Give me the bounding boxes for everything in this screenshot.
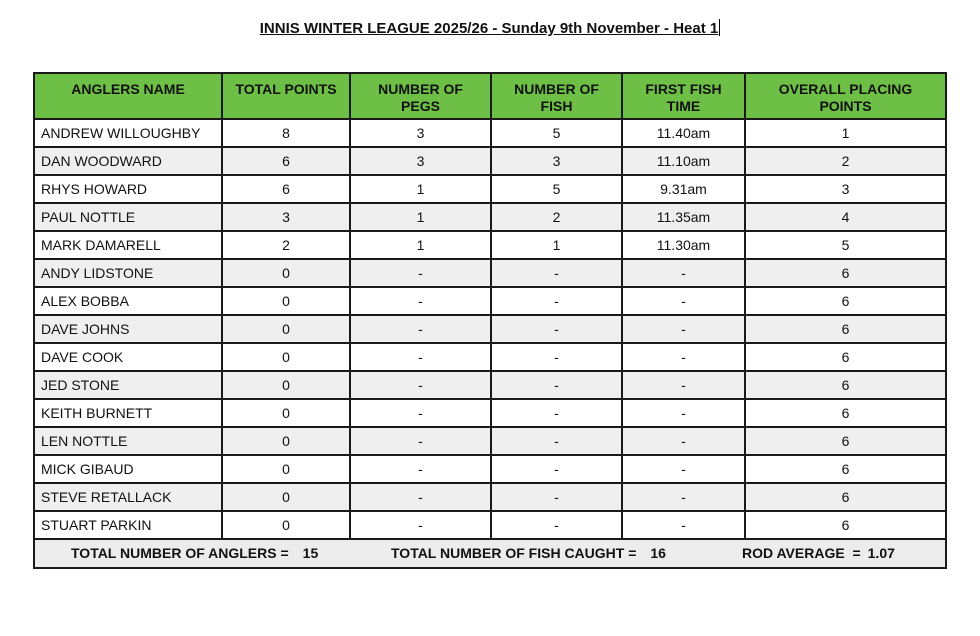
- results-table: [33, 72, 947, 569]
- cell-total-points: 3: [222, 203, 350, 231]
- cell-first-fish-time: 11.40am: [622, 119, 745, 147]
- cell-angler-name: DAVE COOK: [34, 343, 222, 371]
- cell-fish: -: [491, 399, 622, 427]
- cell-first-fish-time: 11.35am: [622, 203, 745, 231]
- cell-pegs: -: [350, 483, 491, 511]
- total-anglers-value: 15: [302, 545, 319, 561]
- document-title[interactable]: [0, 19, 980, 37]
- cell-first-fish-time: -: [622, 399, 745, 427]
- cell-pegs: -: [350, 315, 491, 343]
- cell-angler-name: JED STONE: [34, 371, 222, 399]
- cell-fish: 5: [491, 119, 622, 147]
- cell-fish: -: [491, 427, 622, 455]
- cell-pegs: 1: [350, 203, 491, 231]
- cell-placing-points: 6: [745, 259, 946, 287]
- cell-placing-points: 6: [745, 455, 946, 483]
- cell-first-fish-time: -: [622, 511, 745, 539]
- table-row: [34, 371, 946, 399]
- cell-pegs: -: [350, 455, 491, 483]
- cell-first-fish-time: -: [622, 455, 745, 483]
- cell-placing-points: 6: [745, 399, 946, 427]
- cell-first-fish-time: 11.10am: [622, 147, 745, 175]
- total-anglers-label: TOTAL NUMBER OF ANGLERS =: [71, 545, 289, 561]
- cell-first-fish-time: -: [622, 315, 745, 343]
- rod-average-label: ROD AVERAGE =: [742, 545, 861, 561]
- cell-angler-name: DAVE JOHNS: [34, 315, 222, 343]
- cell-total-points: 6: [222, 175, 350, 203]
- cell-pegs: -: [350, 371, 491, 399]
- table-row: [34, 483, 946, 511]
- cell-angler-name: RHYS HOWARD: [34, 175, 222, 203]
- cell-angler-name: LEN NOTTLE: [34, 427, 222, 455]
- cell-fish: -: [491, 315, 622, 343]
- cell-placing-points: 4: [745, 203, 946, 231]
- table-row: [34, 147, 946, 175]
- table-row: [34, 259, 946, 287]
- cell-first-fish-time: -: [622, 343, 745, 371]
- cell-fish: -: [491, 259, 622, 287]
- cell-total-points: 0: [222, 399, 350, 427]
- table-row: [34, 511, 946, 539]
- cell-pegs: -: [350, 259, 491, 287]
- total-fish-value: 16: [650, 545, 666, 561]
- total-fish-label: TOTAL NUMBER OF FISH CAUGHT =: [391, 545, 637, 561]
- cell-angler-name: MARK DAMARELL: [34, 231, 222, 259]
- cell-placing-points: 6: [745, 343, 946, 371]
- cell-angler-name: PAUL NOTTLE: [34, 203, 222, 231]
- cell-pegs: -: [350, 399, 491, 427]
- cell-fish: -: [491, 287, 622, 315]
- cell-total-points: 0: [222, 371, 350, 399]
- total-anglers-summary: [71, 540, 318, 567]
- cell-fish: -: [491, 343, 622, 371]
- cell-fish: -: [491, 483, 622, 511]
- cell-total-points: 0: [222, 287, 350, 315]
- cell-placing-points: 6: [745, 371, 946, 399]
- cell-angler-name: STUART PARKIN: [34, 511, 222, 539]
- cell-first-fish-time: -: [622, 371, 745, 399]
- cell-first-fish-time: -: [622, 483, 745, 511]
- cell-total-points: 0: [222, 427, 350, 455]
- col-header-overall-placing-points: OVERALL PLACING POINTS: [745, 73, 946, 119]
- cell-total-points: 0: [222, 315, 350, 343]
- table-row: [34, 427, 946, 455]
- table-row: [34, 287, 946, 315]
- cell-placing-points: 3: [745, 175, 946, 203]
- cell-total-points: 0: [222, 483, 350, 511]
- col-header-number-of-fish: NUMBER OF FISH: [491, 73, 622, 119]
- cell-fish: 5: [491, 175, 622, 203]
- cell-placing-points: 5: [745, 231, 946, 259]
- table-row: [34, 203, 946, 231]
- cell-first-fish-time: -: [622, 427, 745, 455]
- table-row: [34, 455, 946, 483]
- cell-fish: -: [491, 511, 622, 539]
- cell-total-points: 2: [222, 231, 350, 259]
- rod-average-summary: [742, 540, 895, 567]
- cell-pegs: 3: [350, 147, 491, 175]
- cell-pegs: 1: [350, 231, 491, 259]
- header-row: [34, 73, 946, 119]
- cell-total-points: 6: [222, 147, 350, 175]
- col-header-total-points: TOTAL POINTS: [222, 73, 350, 119]
- cell-first-fish-time: 9.31am: [622, 175, 745, 203]
- cell-angler-name: MICK GIBAUD: [34, 455, 222, 483]
- cell-total-points: 0: [222, 511, 350, 539]
- summary-cell: [34, 539, 946, 568]
- table-row: [34, 231, 946, 259]
- cell-total-points: 0: [222, 343, 350, 371]
- cell-fish: -: [491, 455, 622, 483]
- cell-first-fish-time: 11.30am: [622, 231, 745, 259]
- cell-angler-name: ANDY LIDSTONE: [34, 259, 222, 287]
- cell-fish: -: [491, 371, 622, 399]
- cell-first-fish-time: -: [622, 287, 745, 315]
- cell-total-points: 0: [222, 259, 350, 287]
- table-row: [34, 119, 946, 147]
- cell-placing-points: 6: [745, 511, 946, 539]
- cell-total-points: 0: [222, 455, 350, 483]
- cell-fish: 3: [491, 147, 622, 175]
- table-row: [34, 175, 946, 203]
- cell-placing-points: 6: [745, 427, 946, 455]
- total-fish-summary: [391, 540, 666, 567]
- cell-fish: 2: [491, 203, 622, 231]
- cell-first-fish-time: -: [622, 259, 745, 287]
- table-row: [34, 315, 946, 343]
- col-header-anglers-name: ANGLERS NAME: [34, 73, 222, 119]
- cell-pegs: 1: [350, 175, 491, 203]
- cell-placing-points: 2: [745, 147, 946, 175]
- col-header-number-of-pegs: NUMBER OF PEGS: [350, 73, 491, 119]
- cell-pegs: -: [350, 343, 491, 371]
- cell-angler-name: ANDREW WILLOUGHBY: [34, 119, 222, 147]
- cell-angler-name: KEITH BURNETT: [34, 399, 222, 427]
- cell-placing-points: 6: [745, 315, 946, 343]
- table-row: [34, 343, 946, 371]
- rod-average-value: 1.07: [867, 545, 895, 561]
- cell-pegs: -: [350, 427, 491, 455]
- cell-pegs: -: [350, 287, 491, 315]
- cell-angler-name: ALEX BOBBA: [34, 287, 222, 315]
- col-header-first-fish-time: FIRST FISH TIME: [622, 73, 745, 119]
- cell-pegs: -: [350, 511, 491, 539]
- title-text: INNIS WINTER LEAGUE 2025/26 - Sunday 9th November - Heat 1: [259, 20, 719, 37]
- cell-pegs: 3: [350, 119, 491, 147]
- cell-angler-name: STEVE RETALLACK: [34, 483, 222, 511]
- cell-fish: 1: [491, 231, 622, 259]
- cell-placing-points: 1: [745, 119, 946, 147]
- cell-placing-points: 6: [745, 483, 946, 511]
- cell-angler-name: DAN WOODWARD: [34, 147, 222, 175]
- cell-total-points: 8: [222, 119, 350, 147]
- table-row: [34, 399, 946, 427]
- summary-row: [34, 539, 946, 568]
- text-cursor: [719, 19, 720, 36]
- cell-placing-points: 6: [745, 287, 946, 315]
